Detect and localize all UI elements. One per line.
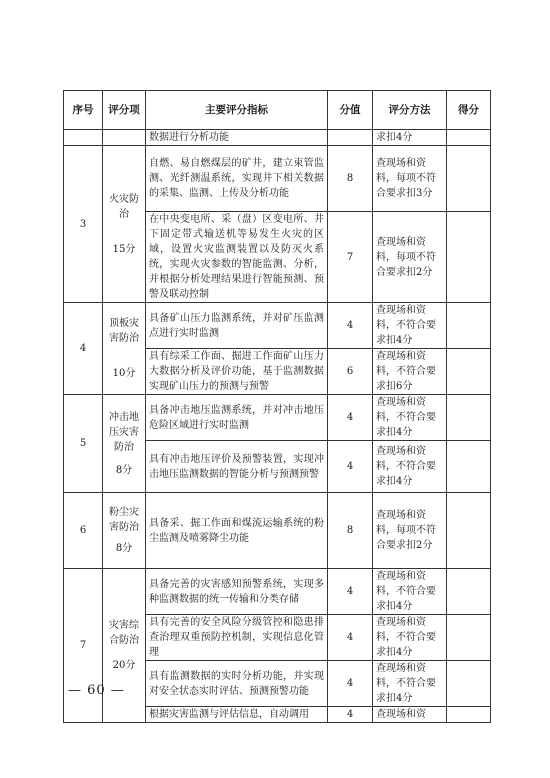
got-cell bbox=[447, 130, 491, 146]
score-cell: 4 bbox=[328, 395, 373, 441]
item-cell bbox=[103, 493, 146, 569]
indicator-cell: 根据灾害监测与评估信息，自动调用 bbox=[146, 707, 328, 723]
score-cell: 4 bbox=[328, 303, 373, 349]
score-cell: 4 bbox=[328, 615, 373, 661]
indicator-cell: 具有冲击地压评价及预警装置，实现冲击地压监测数据的智能分析与预测预警 bbox=[146, 441, 328, 493]
item-name: 粉尘灾害防治 bbox=[109, 507, 139, 533]
method-cell: 查现场和资料，不符合要求扣4分 bbox=[373, 441, 447, 493]
got-cell bbox=[447, 569, 491, 615]
item-cell bbox=[103, 569, 146, 723]
header-got: 得分 bbox=[447, 91, 491, 130]
row-number-cell: 6 bbox=[64, 493, 103, 569]
score-cell: 4 bbox=[328, 569, 373, 615]
row-number-cell bbox=[64, 130, 103, 146]
method-cell: 查现场和资料，不符合要求扣4分 bbox=[373, 615, 447, 661]
table-row bbox=[64, 130, 491, 146]
got-cell bbox=[447, 661, 491, 707]
indicator-cell: 具备矿山压力监测系统，并对矿压监测点进行实时监测 bbox=[146, 303, 328, 349]
score-cell: 4 bbox=[328, 707, 373, 723]
score-cell: 6 bbox=[328, 349, 373, 395]
method-cell: 查现场和资料，不符合要求扣4分 bbox=[373, 569, 447, 615]
header-no: 序号 bbox=[64, 91, 103, 130]
header-indicator: 主要评分指标 bbox=[146, 91, 328, 130]
indicator-cell: 自燃、易自燃煤层的矿井，建立束管监测、光纤测温系统，实现井下相关数据的采集、监测、上传及分析功能 bbox=[146, 146, 328, 212]
score-cell: 8 bbox=[328, 493, 373, 569]
item-name: 灾害综合防治 bbox=[109, 620, 139, 646]
method-cell: 求扣4分 bbox=[373, 130, 447, 146]
item-cell bbox=[103, 395, 146, 493]
indicator-cell: 具备冲击地压监测系统，并对冲击地压危险区域进行实时监测 bbox=[146, 395, 328, 441]
row-number-cell: 3 bbox=[64, 146, 103, 303]
method-cell: 查现场和资 bbox=[373, 707, 447, 723]
indicator-cell: 数据进行分析功能 bbox=[146, 130, 328, 146]
header-item: 评分项 bbox=[103, 91, 146, 130]
score-cell: 4 bbox=[328, 661, 373, 707]
method-cell: 查现场和资料，每项不符合要求扣2分 bbox=[373, 493, 447, 569]
got-cell bbox=[447, 212, 491, 303]
method-cell: 查现场和资料，每项不符合要求扣2分 bbox=[373, 212, 447, 303]
table-row bbox=[64, 146, 491, 212]
score-cell: 7 bbox=[328, 212, 373, 303]
table-header-row bbox=[64, 91, 491, 130]
item-points: 20分 bbox=[112, 660, 136, 671]
got-cell bbox=[447, 146, 491, 212]
item-points: 8分 bbox=[115, 464, 133, 476]
table-row bbox=[64, 493, 491, 569]
score-cell bbox=[328, 130, 373, 146]
table-row bbox=[64, 303, 491, 349]
method-cell: 查现场和资料，不符合要求扣4分 bbox=[373, 661, 447, 707]
got-cell bbox=[447, 303, 491, 349]
indicator-cell: 具有完善的安全风险分级管控和隐患排查治理双重预防控机制，实现信息化管理 bbox=[146, 615, 328, 661]
row-number-cell: 7 bbox=[64, 569, 103, 723]
item-points: 8分 bbox=[115, 543, 133, 554]
method-cell: 查现场和资料，不符合要求扣6分 bbox=[373, 349, 447, 395]
got-cell bbox=[447, 441, 491, 493]
item-cell bbox=[103, 146, 146, 303]
item-points: 10分 bbox=[112, 368, 136, 379]
item-name: 冲击地压灾害防治 bbox=[109, 411, 139, 453]
table-row bbox=[64, 569, 491, 615]
got-cell bbox=[447, 707, 491, 723]
header-score: 分值 bbox=[328, 91, 373, 130]
item-cell bbox=[103, 303, 146, 395]
method-cell: 查现场和资料，不符合要求扣4分 bbox=[373, 395, 447, 441]
score-cell: 4 bbox=[328, 441, 373, 493]
item-cell bbox=[103, 130, 146, 146]
got-cell bbox=[447, 615, 491, 661]
item-name: 顶板灾害防治 bbox=[109, 318, 139, 344]
got-cell bbox=[447, 493, 491, 569]
got-cell bbox=[447, 395, 491, 441]
score-cell: 8 bbox=[328, 146, 373, 212]
indicator-cell: 具有监测数据的实时分析功能，并实现对安全状态实时评估、预测预警功能 bbox=[146, 661, 328, 707]
page-number: — 60 — bbox=[68, 683, 125, 698]
indicator-cell: 在中央变电所、采（盘）区变电所、井下固定带式输送机等易发生火灾的区域，设置火灾监测装置以及防灭火系统，实现火灾参数的智能监测、分析，并根据分析处理结果进行智能预测、预警及联动控制 bbox=[146, 212, 328, 303]
method-cell: 查现场和资料，不符合要求扣4分 bbox=[373, 303, 447, 349]
header-method: 评分方法 bbox=[373, 91, 447, 130]
table-row bbox=[64, 395, 491, 441]
row-number-cell: 5 bbox=[64, 395, 103, 493]
item-points: 15分 bbox=[112, 243, 136, 255]
indicator-cell: 具备完善的灾害感知预警系统，实现多种监测数据的统一传输和分类存储 bbox=[146, 569, 328, 615]
got-cell bbox=[447, 349, 491, 395]
row-number-cell: 4 bbox=[64, 303, 103, 395]
item-name: 火灾防治 bbox=[109, 193, 139, 220]
indicator-cell: 具有综采工作面、掘进工作面矿山压力大数据分析及评价功能，基于监测数据实现矿山压力的预测与预警 bbox=[146, 349, 328, 395]
method-cell: 查现场和资料，每项不符合要求扣3分 bbox=[373, 146, 447, 212]
indicator-cell: 具备采、掘工作面和煤流运输系统的粉尘监测及喷雾降尘功能 bbox=[146, 493, 328, 569]
scoring-table bbox=[63, 90, 491, 723]
